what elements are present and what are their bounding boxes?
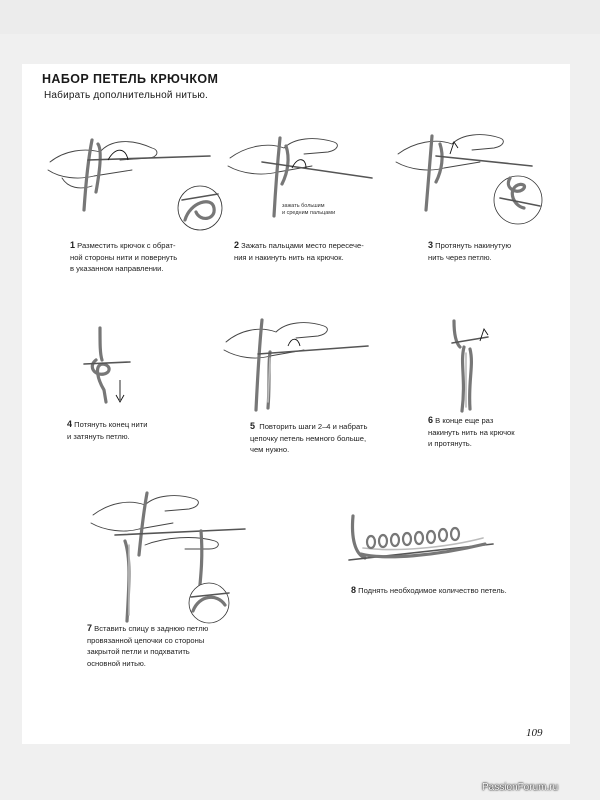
step-8-caption: 8 Поднять необходимое количество петель. xyxy=(351,585,507,595)
page-title: НАБОР ПЕТЕЛЬ КРЮЧКОМ xyxy=(42,72,219,86)
step-4-illustration xyxy=(70,320,150,415)
step-1-illustration xyxy=(40,130,230,235)
step-3-caption: 3 Протянуть накинутую нить через петлю. xyxy=(428,240,512,262)
step-6-illustration xyxy=(438,315,508,415)
step-6-caption: 6 В конце еще раз накинуть нить на крючок и протянуть. xyxy=(428,415,515,448)
step-7-caption: 7 Вставить спицу в заднюю петлю провязанной цепочки со стороны закрытой петли и подхватить основной нитью. xyxy=(87,623,209,668)
step-5-illustration xyxy=(218,312,388,417)
step-5-caption: 5 Повторить шаги 2–4 и набрать цепочку петель немного больше, чем нужно. xyxy=(250,421,368,454)
top-strip xyxy=(0,0,600,34)
step-7-illustration xyxy=(85,485,250,625)
step-2-caption: 2 Зажать пальцами место пересече- ния и накинуть нить на крючок. xyxy=(234,240,364,262)
step-4-caption: 4 Потянуть конец нити и затянуть петлю. xyxy=(67,419,148,441)
step-2-note: зажать большим и средним пальцами xyxy=(282,203,336,216)
page-number: 109 xyxy=(526,727,543,739)
step-8-illustration xyxy=(345,508,495,573)
step-3-illustration xyxy=(392,126,552,231)
site-watermark: PassionForum.ru xyxy=(482,782,559,793)
page-subtitle: Набирать дополнительной нитью. xyxy=(44,90,209,101)
step-1-caption: 1 Разместить крючок с обрат- ной стороны нити и повернуть в указанном направлении. xyxy=(70,240,178,273)
